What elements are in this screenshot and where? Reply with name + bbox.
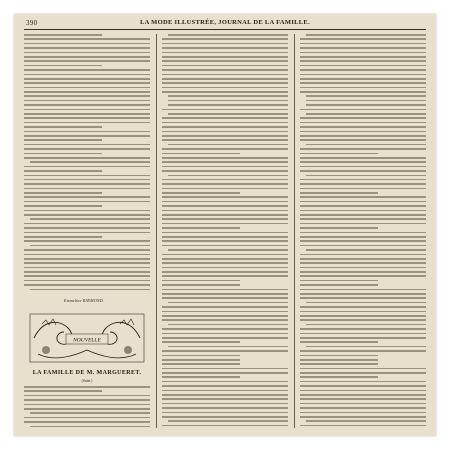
text-line: [24, 201, 150, 203]
text-line: [300, 381, 426, 383]
text-line: [300, 157, 426, 159]
illegible-body-text: [300, 34, 426, 428]
text-line: [162, 122, 288, 124]
text-line: [24, 196, 150, 198]
text-line: [162, 227, 240, 229]
text-line: [24, 417, 150, 419]
text-line: [168, 144, 288, 146]
text-line: [162, 390, 288, 392]
text-line: [162, 232, 288, 234]
text-line: [300, 311, 426, 313]
text-line: [24, 153, 102, 155]
text-line: [162, 398, 288, 400]
text-line: [24, 56, 150, 58]
text-line: [162, 236, 288, 238]
text-line: [162, 328, 288, 330]
text-line: [162, 372, 288, 374]
text-line: [300, 205, 426, 207]
text-line: [162, 271, 288, 273]
text-line: [300, 131, 426, 133]
text-line: [300, 91, 426, 93]
text-line: [24, 192, 102, 194]
text-line: [300, 87, 426, 89]
text-line: [162, 117, 288, 119]
text-line: [162, 126, 288, 128]
text-line: [162, 210, 288, 212]
text-line: [300, 192, 378, 194]
text-line: [24, 386, 150, 388]
running-head: LA MODE ILLUSTRÉE, JOURNAL DE LA FAMILLE.: [139, 19, 310, 26]
text-line: [162, 337, 288, 339]
text-line: [24, 408, 150, 410]
text-line: [162, 148, 288, 150]
text-line: [24, 47, 150, 49]
text-line: [162, 157, 288, 159]
text-line: [300, 350, 426, 352]
text-line: [162, 315, 288, 317]
text-line: [300, 337, 426, 339]
text-line: [300, 69, 426, 71]
text-line: [162, 355, 240, 357]
text-line: [300, 74, 426, 76]
text-line: [306, 346, 426, 348]
text-line: [300, 117, 426, 119]
text-line: [300, 390, 426, 392]
text-line: [162, 403, 288, 405]
text-line: [306, 113, 426, 115]
text-line: [300, 183, 426, 185]
text-line: [162, 69, 288, 71]
text-line: [300, 60, 426, 62]
text-line: [306, 302, 426, 304]
text-line: [162, 297, 288, 299]
text-line: [24, 390, 102, 392]
text-line: [24, 271, 150, 273]
text-line: [24, 78, 150, 80]
text-line: [162, 205, 288, 207]
text-line: [300, 368, 426, 370]
text-line: [168, 104, 288, 106]
column-divider: [294, 34, 295, 428]
text-line: [162, 139, 288, 141]
illegible-body-text: [162, 34, 288, 428]
text-line: [300, 232, 426, 234]
text-line: [24, 284, 150, 286]
text-line: [24, 148, 150, 150]
text-line: [24, 240, 150, 242]
column-1: [24, 34, 150, 428]
text-line: [162, 319, 288, 321]
story-title: LA FAMILLE DE M. MARGUERET.: [32, 370, 142, 376]
text-line: [168, 420, 288, 422]
text-line: [24, 166, 150, 168]
text-line: [162, 52, 288, 54]
text-line: [24, 135, 150, 137]
text-line: [30, 218, 150, 220]
author-signature: Emmeline RAYMOND.: [64, 298, 105, 303]
text-line: [300, 262, 426, 264]
text-line: [162, 223, 288, 225]
text-line: [300, 376, 378, 378]
text-line: [162, 60, 288, 62]
text-line: [162, 43, 288, 45]
text-line: [300, 355, 378, 357]
text-line: [300, 179, 426, 181]
text-line: [300, 161, 426, 163]
text-line: [168, 113, 288, 115]
text-line: [30, 412, 150, 414]
text-line: [300, 43, 426, 45]
text-line: [300, 372, 426, 374]
text-line: [300, 254, 426, 256]
header-rule: [24, 29, 426, 30]
text-line: [162, 275, 288, 277]
text-line: [162, 179, 288, 181]
text-line: [300, 271, 426, 273]
text-line: [300, 210, 426, 212]
text-line: [306, 249, 426, 251]
text-line: [300, 398, 426, 400]
text-line: [24, 214, 150, 216]
newspaper-page: [14, 14, 436, 436]
text-line: [24, 126, 102, 128]
text-line: [300, 135, 426, 137]
text-line: [24, 275, 150, 277]
text-line: [168, 175, 288, 177]
column-3: [300, 34, 426, 428]
text-line: [24, 117, 150, 119]
text-line: [24, 104, 150, 106]
text-line: [162, 293, 288, 295]
text-line: [168, 95, 288, 97]
text-line: [162, 280, 240, 282]
text-line: [24, 232, 150, 234]
text-line: [162, 350, 288, 352]
page-number: 390: [26, 19, 38, 27]
text-line: [306, 144, 426, 146]
text-line: [168, 346, 288, 348]
text-line: [300, 109, 426, 111]
text-line: [300, 227, 378, 229]
text-line: [162, 289, 288, 291]
text-line: [300, 289, 426, 291]
text-line: [300, 385, 426, 387]
text-line: [300, 170, 426, 172]
text-line: [24, 100, 150, 102]
illegible-body-text: [24, 34, 150, 293]
text-line: [24, 109, 150, 111]
text-line: [306, 104, 426, 106]
text-line: [300, 284, 378, 286]
text-line: [168, 302, 288, 304]
text-line: [24, 262, 150, 264]
text-line: [162, 412, 288, 414]
column-2: [162, 34, 288, 428]
text-line: [162, 87, 288, 89]
text-line: [300, 407, 426, 409]
text-line: [300, 319, 426, 321]
text-line: [162, 153, 240, 155]
text-line: [30, 289, 150, 291]
text-line: [24, 254, 150, 256]
text-line: [300, 293, 426, 295]
text-line: [24, 223, 150, 225]
text-line: [300, 403, 426, 405]
text-line: [24, 52, 150, 54]
text-line: [24, 183, 150, 185]
text-line: [162, 381, 288, 383]
text-line: [24, 210, 150, 212]
text-line: [162, 333, 288, 335]
text-line: [162, 183, 288, 185]
text-line: [24, 267, 150, 269]
text-line: [162, 407, 288, 409]
text-line: [168, 324, 288, 326]
text-line: [162, 218, 288, 220]
text-line: [300, 139, 426, 141]
text-line: [300, 196, 426, 198]
text-line: [162, 394, 288, 396]
text-line: [162, 78, 288, 80]
text-line: [24, 249, 150, 251]
text-line: [306, 420, 426, 422]
text-line: [162, 240, 288, 242]
text-line: [300, 82, 426, 84]
text-line: [162, 359, 240, 361]
text-line: [24, 395, 150, 397]
column-divider: [156, 34, 157, 428]
text-line: [300, 267, 426, 269]
text-line: [162, 262, 288, 264]
text-line: [162, 91, 288, 93]
text-line: [300, 56, 426, 58]
text-line: [300, 412, 426, 414]
text-line: [162, 254, 288, 256]
text-line: [24, 280, 150, 282]
text-line: [24, 404, 150, 406]
story-suite: (Suite.): [81, 379, 93, 383]
text-line: [306, 175, 426, 177]
text-line: [300, 425, 426, 427]
text-line: [300, 47, 426, 49]
text-line: [300, 306, 426, 308]
text-line: [24, 227, 150, 229]
text-line: [162, 170, 288, 172]
engraved-scroll-ornament-icon: [24, 310, 150, 366]
text-line: [306, 324, 426, 326]
text-line: [30, 426, 150, 428]
text-line: [300, 333, 426, 335]
text-line: [162, 47, 288, 49]
text-line: [300, 245, 426, 247]
text-line: [300, 214, 426, 216]
text-line: [300, 280, 378, 282]
text-line: [24, 82, 150, 84]
text-line: [24, 139, 102, 141]
text-line: [162, 135, 288, 137]
text-line: [24, 95, 150, 97]
text-line: [162, 188, 288, 190]
text-line: [162, 196, 288, 198]
text-line: [300, 240, 426, 242]
text-line: [300, 394, 426, 396]
text-line: [162, 258, 288, 260]
text-line: [300, 201, 426, 203]
text-line: [300, 38, 426, 40]
text-line: [30, 245, 150, 247]
text-line: [24, 421, 150, 423]
text-line: [300, 166, 426, 168]
text-line: [162, 192, 240, 194]
text-line: [300, 363, 378, 365]
text-line: [24, 170, 102, 172]
text-line: [300, 341, 378, 343]
text-line: [306, 34, 426, 36]
text-line: [162, 385, 288, 387]
text-line: [168, 34, 288, 36]
text-line: [162, 166, 288, 168]
text-line: [24, 236, 102, 238]
text-line: [162, 74, 288, 76]
text-line: [24, 60, 150, 62]
text-line: [24, 113, 150, 115]
vignette-label: NOUVELLE: [73, 337, 101, 344]
text-line: [162, 214, 288, 216]
text-line: [300, 218, 426, 220]
text-line: [162, 416, 288, 418]
text-line: [300, 297, 426, 299]
text-line: [300, 258, 426, 260]
text-line: [168, 100, 288, 102]
text-line: [162, 245, 288, 247]
text-line: [24, 43, 150, 45]
text-line: [306, 100, 426, 102]
text-line: [162, 267, 288, 269]
text-line: [300, 122, 426, 124]
text-line: [24, 131, 150, 133]
text-line: [162, 306, 288, 308]
text-line: [24, 258, 150, 260]
text-line: [24, 74, 150, 76]
text-line: [306, 95, 426, 97]
text-line: [30, 161, 150, 163]
text-line: [162, 376, 240, 378]
text-line: [24, 399, 150, 401]
text-line: [162, 311, 288, 313]
text-line: [300, 153, 378, 155]
text-line: [300, 236, 426, 238]
text-line: [162, 368, 288, 370]
text-line: [24, 205, 102, 207]
text-line: [24, 144, 150, 146]
text-line: [162, 82, 288, 84]
text-line: [162, 425, 288, 427]
text-line: [300, 275, 426, 277]
text-line: [162, 284, 240, 286]
text-line: [300, 328, 426, 330]
text-line: [24, 179, 150, 181]
text-line: [24, 175, 150, 177]
text-line: [300, 416, 426, 418]
text-line: [162, 56, 288, 58]
text-line: [162, 363, 240, 365]
illegible-body-text: [24, 386, 150, 428]
text-line: [300, 315, 426, 317]
text-line: [162, 109, 288, 111]
text-line: [300, 52, 426, 54]
text-line: [162, 341, 240, 343]
text-line: [162, 65, 288, 67]
text-line: [24, 38, 150, 40]
text-line: [24, 69, 150, 71]
text-line: [24, 122, 150, 124]
text-line: [24, 34, 102, 36]
text-line: [24, 91, 150, 93]
text-line: [24, 188, 150, 190]
text-line: [300, 65, 426, 67]
text-line: [300, 188, 426, 190]
text-line: [24, 87, 150, 89]
text-line: [162, 161, 288, 163]
text-line: [300, 148, 426, 150]
text-line: [300, 78, 426, 80]
text-line: [300, 359, 378, 361]
text-line: [162, 38, 288, 40]
text-line: [168, 249, 288, 251]
text-line: [162, 131, 288, 133]
text-line: [162, 201, 288, 203]
text-line: [24, 157, 150, 159]
text-line: [300, 223, 426, 225]
text-line: [24, 65, 102, 67]
text-line: [300, 126, 426, 128]
